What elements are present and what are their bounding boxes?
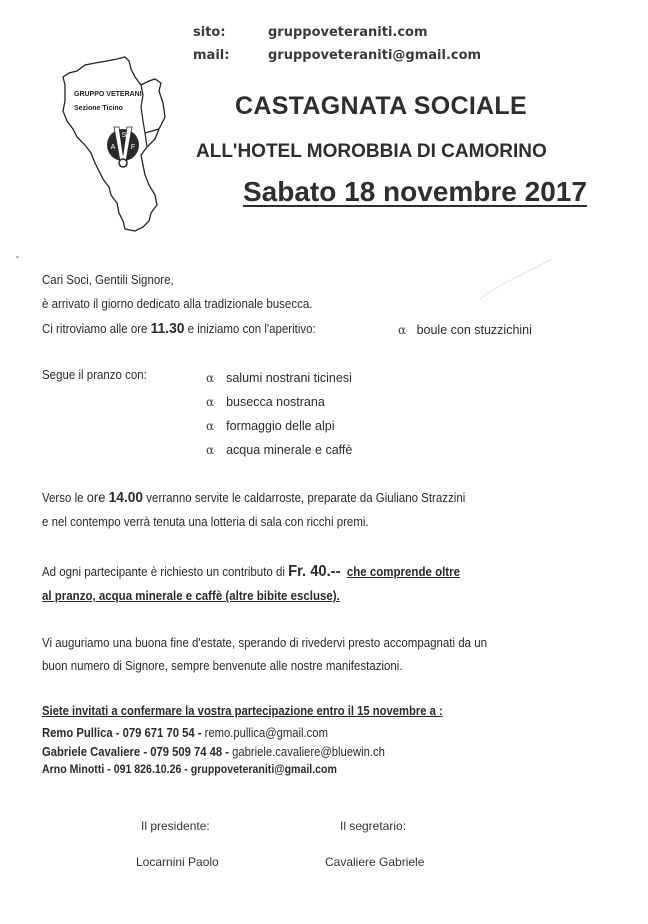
chestnuts-line: Verso le ore 14.00 verranno servite le caldarroste, preparate da Giuliano Strazzini: [42, 489, 466, 506]
list-item: α acqua minerale e caffè: [206, 443, 353, 457]
contact-name: Remo Pullica: [42, 726, 113, 740]
contact-row: Remo Pullica - 079 671 70 54 - remo.pullica@gmail.com: [42, 726, 328, 740]
closing-line-2: buon numero di Signore, sempre benvenute alle nostre manifestazioni.: [42, 659, 403, 673]
list-item: α formaggio delle alpi: [206, 419, 335, 433]
contact-phone[interactable]: 091 826.10.26: [113, 764, 182, 776]
secretary-name: Cavaliere Gabriele: [325, 855, 425, 869]
mail-link[interactable]: gruppoveteraniti@gmail.com: [268, 48, 482, 63]
scan-artifact-line: [478, 255, 558, 305]
chestnuts-time: 14.00: [108, 489, 144, 506]
alpha-bullet-icon: α: [206, 419, 215, 433]
svg-text:S: S: [121, 132, 127, 139]
contact-email[interactable]: gabriele.cavaliere@bluewin.ch: [232, 745, 385, 759]
mail-label: mail:: [193, 48, 230, 63]
list-item: α salumi nostrani ticinesi: [206, 371, 352, 385]
closing-line-1: Vi auguriamo una buona fine d'estate, sperando di rivedervi presto accompagnati da un: [42, 636, 488, 650]
rsvp-heading: Siete invitati a confermare la vostra partecipazione entro il 15 novembre a :: [42, 704, 443, 718]
alpha-bullet-icon: α: [398, 323, 407, 337]
lottery-text: e nel contempo verrà tenuta una lotteria di sala con ricchi premi.: [42, 515, 369, 529]
alpha-bullet-icon: α: [206, 395, 215, 409]
scan-speck: [16, 256, 19, 258]
site-label: sito:: [193, 25, 226, 40]
logo: [55, 55, 180, 235]
page-title: CASTAGNATA SOCIALE: [235, 92, 527, 120]
aperitivo-label: boule con stuzzichini: [416, 323, 532, 337]
contact-name: Arno Minotti: [42, 764, 105, 776]
contact-row: Arno Minotti - 091 826.10.26 - gruppoveteraniti@gmail.com: [42, 764, 337, 776]
meet-line: [42, 320, 316, 337]
svg-text:F: F: [130, 144, 136, 151]
event-location: ALL'HOTEL MOROBBIA DI CAMORINO: [196, 141, 547, 162]
contact-phone[interactable]: 079 509 74 48: [150, 745, 223, 759]
list-item: α busecca nostrana: [206, 395, 325, 409]
meet-prefix: Ci ritroviamo alle ore: [42, 322, 151, 336]
greeting: Cari Soci, Gentili Signore,: [42, 273, 174, 287]
contact-email[interactable]: gruppoveteraniti@gmail.com: [190, 764, 337, 776]
lunch-list: [206, 369, 352, 465]
event-date: Sabato 18 novembre 2017: [243, 176, 587, 207]
meet-suffix: e iniziamo con l'aperitivo:: [184, 322, 316, 336]
alpha-bullet-icon: α: [206, 443, 215, 457]
site-link[interactable]: gruppoveteraniti.com: [268, 25, 428, 40]
lunch-label: Segue il pranzo con:: [42, 368, 147, 382]
fee-amount: Fr. 40.--: [288, 563, 341, 580]
v-shield-emblem-icon: [105, 123, 141, 171]
president-name: Locarnini Paolo: [136, 855, 219, 869]
fee-note-1: che comprende oltre: [346, 565, 460, 579]
fee-note-2: al pranzo, acqua minerale e caffè (altre bibite escluse).: [42, 589, 340, 603]
president-label: Il presidente:: [141, 819, 210, 833]
alpha-bullet-icon: α: [206, 371, 215, 385]
contact-phone[interactable]: 079 671 70 54: [122, 726, 195, 740]
logo-line1: GRUPPO VETERANI: [74, 91, 142, 98]
aperitivo-item: [398, 321, 532, 339]
logo-line2: Sezione Ticino: [74, 105, 123, 112]
meet-time: 11.30: [150, 320, 185, 337]
contact-name: Gabriele Cavaliere: [42, 745, 141, 759]
contact-row: Gabriele Cavaliere - 079 509 74 48 - gabriele.cavaliere@bluewin.ch: [42, 745, 385, 759]
contact-email[interactable]: remo.pullica@gmail.com: [204, 726, 328, 740]
secretary-label: Il segretario:: [340, 819, 407, 833]
svg-text:A: A: [110, 144, 116, 151]
fee-line: Ad ogni partecipante è richiesto un contributo di Fr. 40.-- che comprende oltre: [42, 563, 460, 580]
intro-text: è arrivato il giorno dedicato alla tradizionale busecca.: [42, 297, 313, 311]
